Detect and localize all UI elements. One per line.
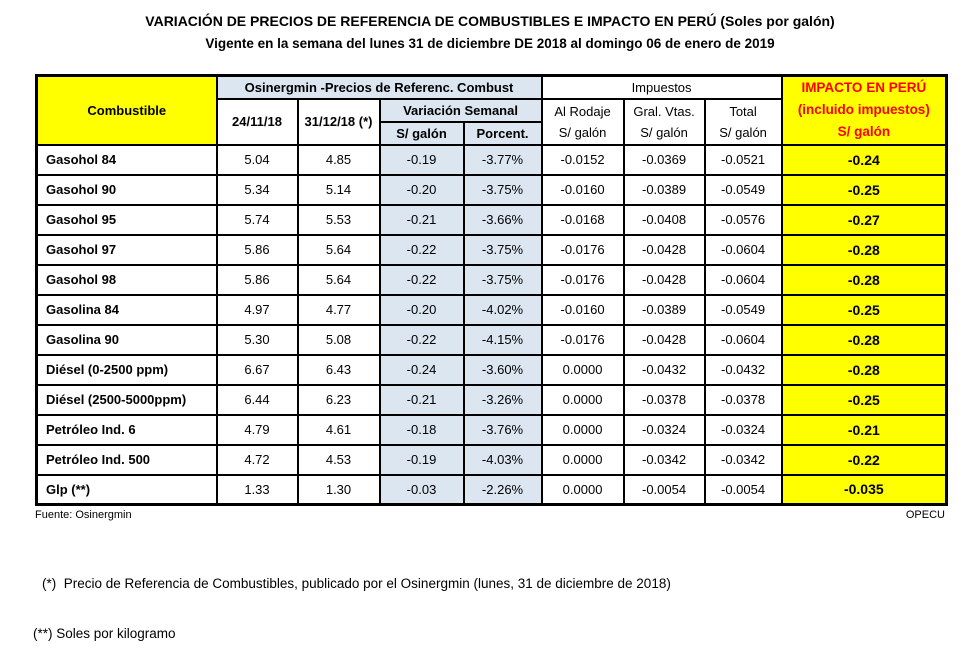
value-cell: 6.67: [217, 355, 298, 385]
value-cell: -3.66%: [464, 205, 542, 235]
value-cell: -0.0342: [624, 445, 705, 475]
header-impacto-line2: (incluido impuestos): [797, 102, 930, 118]
value-cell: 0.0000: [542, 385, 624, 415]
table-row: [37, 175, 947, 205]
table-row: [37, 415, 947, 445]
table-row: [37, 295, 947, 325]
value-cell: -0.0324: [624, 415, 705, 445]
footnotes: [0, 546, 980, 671]
value-cell: 5.64: [298, 235, 380, 265]
value-cell: 5.04: [217, 145, 298, 175]
value-cell: 4.77: [298, 295, 380, 325]
header-total-line2: S/ galón: [719, 124, 767, 140]
header-combustible: Combustible: [37, 76, 217, 145]
header-variacion-semanal: Variación Semanal: [380, 99, 542, 122]
value-cell: -4.03%: [464, 445, 542, 475]
impact-value-cell: -0.28: [782, 265, 947, 295]
value-cell: 5.14: [298, 175, 380, 205]
fuel-name-cell: Gasolina 90: [37, 325, 217, 355]
fuel-name-cell: Glp (**): [37, 475, 217, 505]
fuel-name-cell: Gasolina 84: [37, 295, 217, 325]
impact-value-cell: -0.21: [782, 415, 947, 445]
header-group-osinergmin: Osinergmin -Precios de Referenc. Combust: [217, 76, 542, 99]
value-cell: -0.0378: [705, 385, 782, 415]
value-cell: 1.30: [298, 475, 380, 505]
value-cell: 4.79: [217, 415, 298, 445]
value-cell: -0.0428: [624, 235, 705, 265]
header-gral-vtas-line2: S/ galón: [640, 124, 688, 140]
value-cell: 6.23: [298, 385, 380, 415]
value-cell: -0.0324: [705, 415, 782, 445]
value-cell: -0.0549: [705, 175, 782, 205]
value-cell: -0.0176: [542, 265, 624, 295]
value-cell: -0.0168: [542, 205, 624, 235]
value-cell: -0.0604: [705, 235, 782, 265]
value-cell: -0.0604: [705, 265, 782, 295]
fuel-name-cell: Gasohol 98: [37, 265, 217, 295]
fuel-name-cell: Gasohol 97: [37, 235, 217, 265]
impact-value-cell: -0.27: [782, 205, 947, 235]
value-cell: -3.60%: [464, 355, 542, 385]
value-cell: -0.0428: [624, 325, 705, 355]
fuel-name-cell: Gasohol 90: [37, 175, 217, 205]
value-cell: -0.0176: [542, 325, 624, 355]
header-al-rodaje-line2: S/ galón: [558, 124, 607, 140]
fuel-name-cell: Gasohol 84: [37, 145, 217, 175]
value-cell: -0.0432: [705, 355, 782, 385]
impact-value-cell: -0.28: [782, 235, 947, 265]
value-cell: -4.02%: [464, 295, 542, 325]
table-body: [37, 145, 947, 505]
header-al-rodaje: [542, 99, 624, 145]
value-cell: -0.0369: [624, 145, 705, 175]
header-gral-vtas: [624, 99, 705, 145]
value-cell: -3.75%: [464, 235, 542, 265]
value-cell: 4.85: [298, 145, 380, 175]
value-cell: -0.0549: [705, 295, 782, 325]
value-cell: 1.33: [217, 475, 298, 505]
table-row: [37, 355, 947, 385]
fuel-name-cell: Diésel (2500-5000ppm): [37, 385, 217, 415]
value-cell: -0.0378: [624, 385, 705, 415]
value-cell: 5.34: [217, 175, 298, 205]
value-cell: -0.0342: [705, 445, 782, 475]
value-cell: 0.0000: [542, 355, 624, 385]
value-cell: 5.53: [298, 205, 380, 235]
value-cell: -3.76%: [464, 415, 542, 445]
value-cell: 0.0000: [542, 415, 624, 445]
value-cell: 6.44: [217, 385, 298, 415]
table-footer: [35, 509, 945, 521]
header-impacto: [782, 76, 947, 145]
value-cell: -3.77%: [464, 145, 542, 175]
fuel-name-cell: Diésel (0-2500 ppm): [37, 355, 217, 385]
impact-value-cell: -0.035: [782, 475, 947, 505]
header-al-rodaje-line1: Al Rodaje: [554, 103, 611, 119]
value-cell: 4.61: [298, 415, 380, 445]
value-cell: -0.21: [380, 205, 464, 235]
value-cell: 0.0000: [542, 475, 624, 505]
fuel-name-cell: Petróleo Ind. 500: [37, 445, 217, 475]
value-cell: -0.0604: [705, 325, 782, 355]
table-row: [37, 265, 947, 295]
value-cell: -0.19: [380, 445, 464, 475]
footnote-asterisk: (*) Precio de Referencia de Combustibles, publicado por el Osinergmin (lunes, 31 de diciembre de 2018): [42, 576, 671, 591]
footnote-double-asterisk: (**) Soles por kilogramo: [33, 626, 176, 641]
credit-label: OPECU: [905, 509, 945, 521]
value-cell: -0.0389: [624, 295, 705, 325]
value-cell: 5.86: [217, 265, 298, 295]
value-cell: -0.20: [380, 295, 464, 325]
value-cell: -4.15%: [464, 325, 542, 355]
value-cell: -0.0576: [705, 205, 782, 235]
table-row: [37, 445, 947, 475]
page-subtitle: Vigente en la semana del lunes 31 de diciembre DE 2018 al domingo 06 de enero de 2019: [205, 36, 775, 51]
header-group-impuestos: Impuestos: [542, 76, 782, 99]
value-cell: -0.22: [380, 235, 464, 265]
header-var-sgalon: S/ galón: [380, 122, 464, 145]
value-cell: -0.0160: [542, 175, 624, 205]
header-var-porcent: Porcent.: [464, 122, 542, 145]
impact-value-cell: -0.25: [782, 175, 947, 205]
fuel-name-cell: Gasohol 95: [37, 205, 217, 235]
value-cell: -0.0521: [705, 145, 782, 175]
value-cell: -0.0428: [624, 265, 705, 295]
value-cell: 5.86: [217, 235, 298, 265]
header-gral-vtas-line1: Gral. Vtas.: [633, 103, 695, 119]
table-row: [37, 385, 947, 415]
header-total: [705, 99, 782, 145]
value-cell: -3.26%: [464, 385, 542, 415]
value-cell: -0.0408: [624, 205, 705, 235]
value-cell: 5.30: [217, 325, 298, 355]
page-title: VARIACIÓN DE PRECIOS DE REFERENCIA DE COMBUSTIBLES E IMPACTO EN PERÚ (Soles por galón): [145, 13, 835, 29]
table-row: [37, 325, 947, 355]
value-cell: -0.03: [380, 475, 464, 505]
table-row: [37, 475, 947, 505]
value-cell: -0.0160: [542, 295, 624, 325]
value-cell: -0.22: [380, 325, 464, 355]
fuel-name-cell: Petróleo Ind. 6: [37, 415, 217, 445]
impact-value-cell: -0.22: [782, 445, 947, 475]
value-cell: 4.97: [217, 295, 298, 325]
value-cell: 5.08: [298, 325, 380, 355]
impact-value-cell: -0.24: [782, 145, 947, 175]
header-impacto-line1: IMPACTO EN PERÚ: [801, 80, 927, 96]
header-total-line1: Total: [729, 103, 757, 119]
value-cell: -0.21: [380, 385, 464, 415]
value-cell: -0.0152: [542, 145, 624, 175]
value-cell: -3.75%: [464, 265, 542, 295]
value-cell: -0.19: [380, 145, 464, 175]
source-label: Fuente: Osinergmin: [35, 509, 132, 521]
value-cell: -0.22: [380, 265, 464, 295]
header-date-current: 31/12/18 (*): [298, 99, 380, 145]
value-cell: -2.26%: [464, 475, 542, 505]
header-impacto-line3: S/ galón: [837, 124, 891, 140]
value-cell: -0.18: [380, 415, 464, 445]
fuel-price-table: [35, 74, 948, 506]
table-header: [37, 76, 947, 145]
impact-value-cell: -0.25: [782, 385, 947, 415]
value-cell: -0.0054: [624, 475, 705, 505]
value-cell: 5.64: [298, 265, 380, 295]
value-cell: 5.74: [217, 205, 298, 235]
value-cell: 4.53: [298, 445, 380, 475]
impact-value-cell: -0.25: [782, 295, 947, 325]
value-cell: -0.0054: [705, 475, 782, 505]
value-cell: 6.43: [298, 355, 380, 385]
value-cell: 0.0000: [542, 445, 624, 475]
value-cell: -3.75%: [464, 175, 542, 205]
header-row-1: [37, 76, 947, 99]
table-row: [37, 205, 947, 235]
header-date-prev: 24/11/18: [217, 99, 298, 145]
value-cell: 4.72: [217, 445, 298, 475]
table-row: [37, 235, 947, 265]
value-cell: -0.24: [380, 355, 464, 385]
value-cell: -0.0176: [542, 235, 624, 265]
impact-value-cell: -0.28: [782, 355, 947, 385]
value-cell: -0.0432: [624, 355, 705, 385]
impact-value-cell: -0.28: [782, 325, 947, 355]
table-row: [37, 145, 947, 175]
value-cell: -0.0389: [624, 175, 705, 205]
value-cell: -0.20: [380, 175, 464, 205]
